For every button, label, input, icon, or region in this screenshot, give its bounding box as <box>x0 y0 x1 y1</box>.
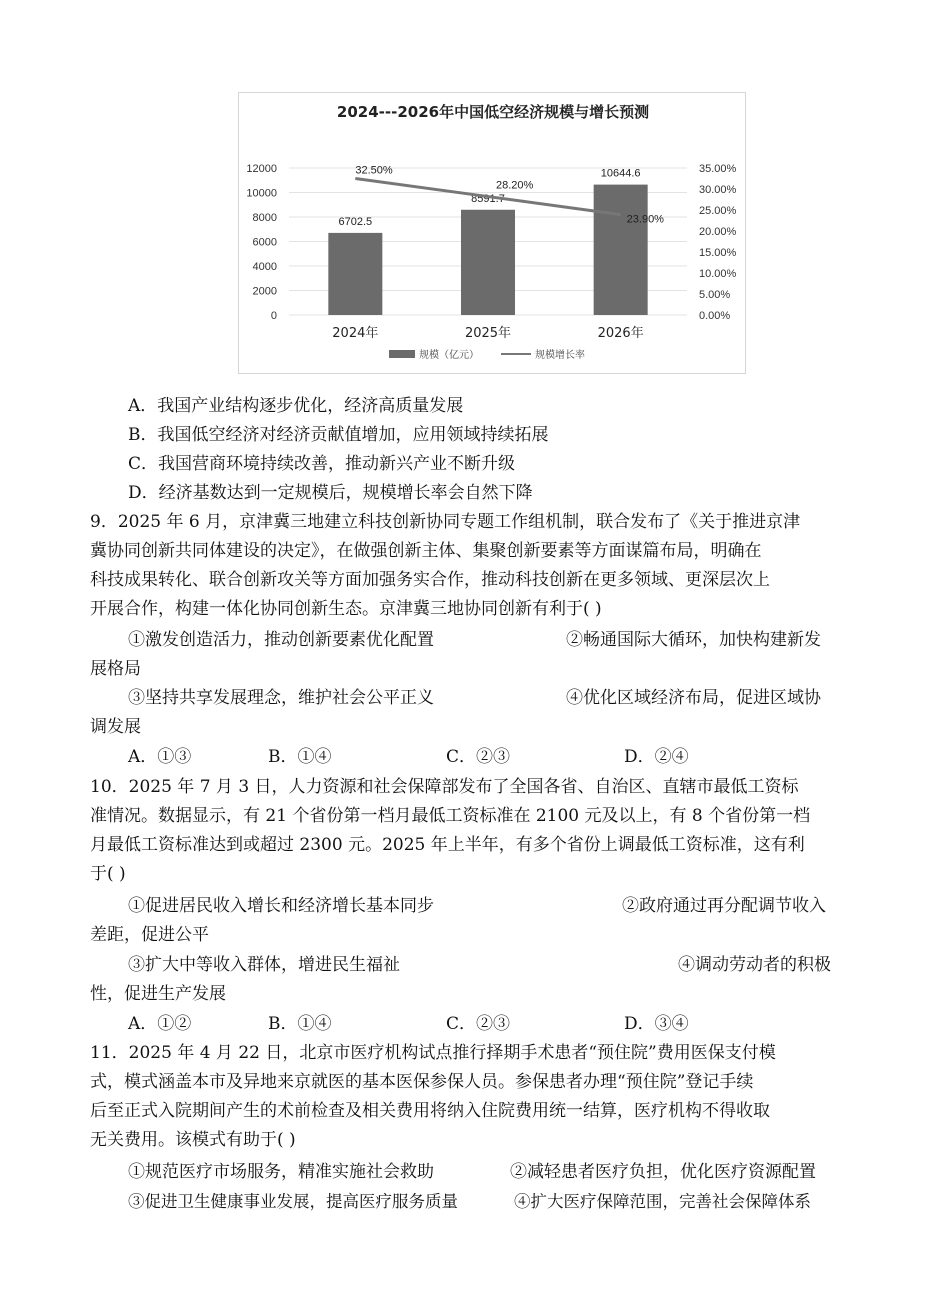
q10-item-2-cont: 差距，促进公平 <box>90 925 209 945</box>
q10-stem-line-2: 准情况。数据显示，有 21 个省份第一档月最低工资标准在 2100 元及以上，有 8 个省份第一档 <box>90 806 811 826</box>
bar <box>594 185 648 315</box>
right-tick-label: 35.00% <box>699 163 737 175</box>
left-tick-label: 6000 <box>252 236 277 249</box>
right-axis-ticks <box>699 163 737 322</box>
q11-stem-line-3: 后至正式入院期间产生的术前检查及相关费用将纳入住院费用统一结算，医疗机构不得收取 <box>90 1101 770 1121</box>
q8-option-b: B．我国低空经济对经济贡献值增加，应用领域持续拓展 <box>128 425 549 445</box>
line-value-label: 28.20% <box>496 179 534 192</box>
left-tick-label: 10000 <box>246 187 277 200</box>
q9-stem-line-2: 冀协同创新共同体建设的决定》，在做强创新主体、集聚创新要素等方面谋篇布局，明确在 <box>90 541 762 561</box>
left-tick-label: 12000 <box>246 163 277 175</box>
q9-choice-d: D．②④ <box>624 747 689 767</box>
q9-choice-c: C．②③ <box>446 747 511 767</box>
q9-item-2: ②畅通国际大循环，加快构建新发 <box>566 630 821 650</box>
legend-bar-label: 规模（亿元） <box>419 350 479 361</box>
q11-item-4: ④扩大医疗保障范围，完善社会保障体系 <box>514 1192 811 1211</box>
q11-item-1: ①规范医疗市场服务，精准实施社会救助 <box>128 1162 434 1182</box>
category-label: 2026年 <box>597 326 644 341</box>
q11-stem-line-4: 无关费用。该模式有助于( ) <box>90 1130 296 1150</box>
q10-choice-a: A．①② <box>128 1014 192 1034</box>
q9-item-1: ①激发创造活力，推动创新要素优化配置 <box>128 630 434 650</box>
q10-choice-b: B．①④ <box>268 1014 332 1034</box>
left-tick-label: 2000 <box>252 285 277 298</box>
q10-stem-line-1: 10．2025 年 7 月 3 日，人力资源和社会保障部发布了全国各省、自治区、直辖市最低工资标 <box>90 777 799 797</box>
q9-item-3: ③坚持共享发展理念，维护社会公平正义 <box>128 688 434 708</box>
bar-value-label: 10644.6 <box>600 167 641 180</box>
q10-item-4-cont: 性，促进生产发展 <box>90 984 226 1004</box>
q9-choice-a: A．①③ <box>128 747 192 767</box>
q10-item-1: ①促进居民收入增长和经济增长基本同步 <box>128 896 434 916</box>
line-value-label: 32.50% <box>355 164 393 177</box>
line-series <box>355 178 621 214</box>
category-labels <box>332 325 643 341</box>
q9-item-4-cont: 调发展 <box>90 717 141 737</box>
q11-item-2: ②减轻患者医疗负担，优化医疗资源配置 <box>510 1162 816 1182</box>
right-tick-label: 0.00% <box>699 310 731 322</box>
q10-stem-line-4: 于( ) <box>90 864 126 884</box>
q10-choice-c: C．②③ <box>446 1014 511 1034</box>
right-tick-label: 10.00% <box>699 268 737 280</box>
line-value-label: 23.90% <box>626 213 664 226</box>
chart-legend <box>389 348 585 361</box>
left-tick-label: 0 <box>270 310 277 322</box>
q9-item-4: ④优化区域经济布局，促进区域协 <box>566 688 821 708</box>
q11-item-3: ③促进卫生健康事业发展，提高医疗服务质量 <box>128 1192 458 1211</box>
q10-item-4: ④调动劳动者的积极 <box>678 955 831 975</box>
q11-stem-line-1: 11．2025 年 4 月 22 日，北京市医疗机构试点推行择期手术患者“预住院”费用医保支付模 <box>90 1043 776 1063</box>
q9-item-2-cont: 展格局 <box>90 659 141 679</box>
q8-option-c: C．我国营商环境持续改善，推动新兴产业不断升级 <box>128 454 516 474</box>
q10-choice-d: D．③④ <box>624 1014 689 1034</box>
q8-option-a: A．我国产业结构逐步优化，经济高质量发展 <box>128 396 464 416</box>
bar <box>328 233 382 315</box>
legend-bar-swatch <box>389 350 415 358</box>
left-tick-label: 4000 <box>252 261 277 273</box>
category-label: 2025年 <box>464 326 512 341</box>
growth-chart <box>239 93 747 375</box>
bar-value-label: 6702.5 <box>338 215 373 228</box>
q9-stem-line-3: 科技成果转化、联合创新攻关等方面加强务实合作，推动科技创新在更多领域、更深层次上 <box>90 570 770 590</box>
chart-title: 2024---2026年中国低空经济规模与增长预测 <box>336 103 650 121</box>
q9-stem-line-1: 9．2025 年 6 月，京津冀三地建立科技创新协同专题工作组机制，联合发布了《关于推进京津 <box>90 512 801 532</box>
legend-line-label: 规模增长率 <box>535 350 585 361</box>
q10-stem-line-3: 月最低工资标准达到或超过 2300 元。2025 年上半年，有多个省份上调最低工资标准，这有利 <box>90 835 805 855</box>
q9-choice-b: B．①④ <box>268 747 332 767</box>
q10-item-2: ②政府通过再分配调节收入 <box>622 896 826 916</box>
chart-container <box>238 92 746 374</box>
left-axis-ticks <box>246 163 277 322</box>
right-tick-label: 15.00% <box>699 247 737 259</box>
q10-item-3: ③扩大中等收入群体，增进民生福祉 <box>128 955 400 975</box>
category-label: 2024年 <box>332 326 379 341</box>
bar-value-label: 8591.7 <box>471 192 505 205</box>
right-tick-label: 20.00% <box>699 226 737 238</box>
left-tick-label: 8000 <box>252 212 277 224</box>
q11-stem-line-2: 式，模式涵盖本市及异地来京就医的基本医保参保人员。参保患者办理“预住院”登记手续 <box>90 1072 754 1092</box>
right-tick-label: 30.00% <box>699 184 737 196</box>
q8-option-d: D．经济基数达到一定规模后，规模增长率会自然下降 <box>128 483 533 503</box>
bar <box>461 210 515 315</box>
right-tick-label: 5.00% <box>699 289 731 301</box>
q9-stem-line-4: 开展合作，构建一体化协同创新生态。京津冀三地协同创新有利于( ) <box>90 599 602 619</box>
right-tick-label: 25.00% <box>699 205 737 217</box>
